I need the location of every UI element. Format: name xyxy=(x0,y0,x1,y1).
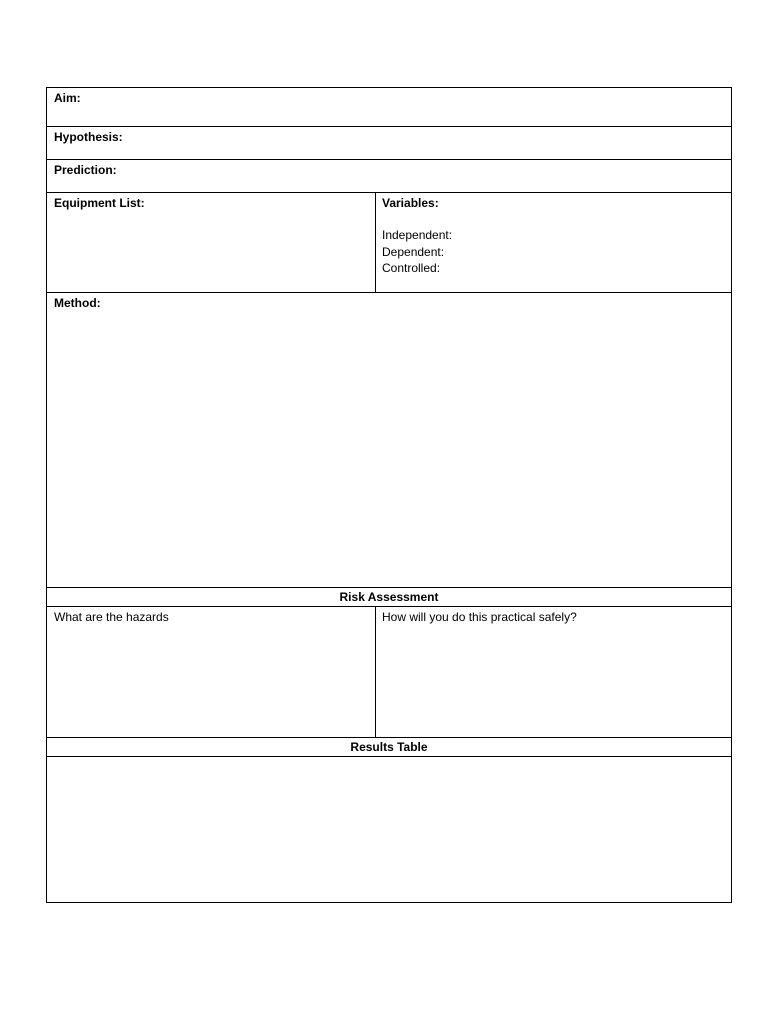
equipment-list-cell[interactable] xyxy=(47,193,376,292)
variables-list xyxy=(382,227,452,277)
results-table-area[interactable] xyxy=(47,757,731,902)
practical-write-up-form xyxy=(46,87,732,903)
risk-assessment-row xyxy=(47,607,731,738)
controlled-variable-label: Controlled: xyxy=(382,261,441,275)
variables-label: Variables: xyxy=(382,196,439,210)
method-row[interactable] xyxy=(47,293,731,588)
hypothesis-row[interactable] xyxy=(47,127,731,160)
prediction-row[interactable] xyxy=(47,160,731,193)
dependent-variable-label: Dependent: xyxy=(382,244,445,259)
results-table-title: Results Table xyxy=(350,740,428,754)
aim-label: Aim: xyxy=(54,91,81,105)
independent-variable-label: Independent: xyxy=(382,228,453,242)
risk-assessment-title: Risk Assessment xyxy=(339,590,439,604)
equipment-list-label: Equipment List: xyxy=(54,196,145,210)
safety-prompt: How will you do this practical safely? xyxy=(382,610,577,624)
aim-row[interactable] xyxy=(47,88,731,127)
prediction-label: Prediction: xyxy=(54,163,117,177)
variables-cell[interactable] xyxy=(376,193,731,292)
hazards-prompt: What are the hazards xyxy=(54,610,169,624)
equipment-variables-row xyxy=(47,193,731,293)
method-label: Method: xyxy=(54,296,101,310)
results-table-header xyxy=(47,738,731,757)
risk-assessment-header xyxy=(47,588,731,607)
hazards-cell[interactable] xyxy=(47,607,376,737)
safety-cell[interactable] xyxy=(376,607,731,737)
hypothesis-label: Hypothesis: xyxy=(54,130,123,144)
